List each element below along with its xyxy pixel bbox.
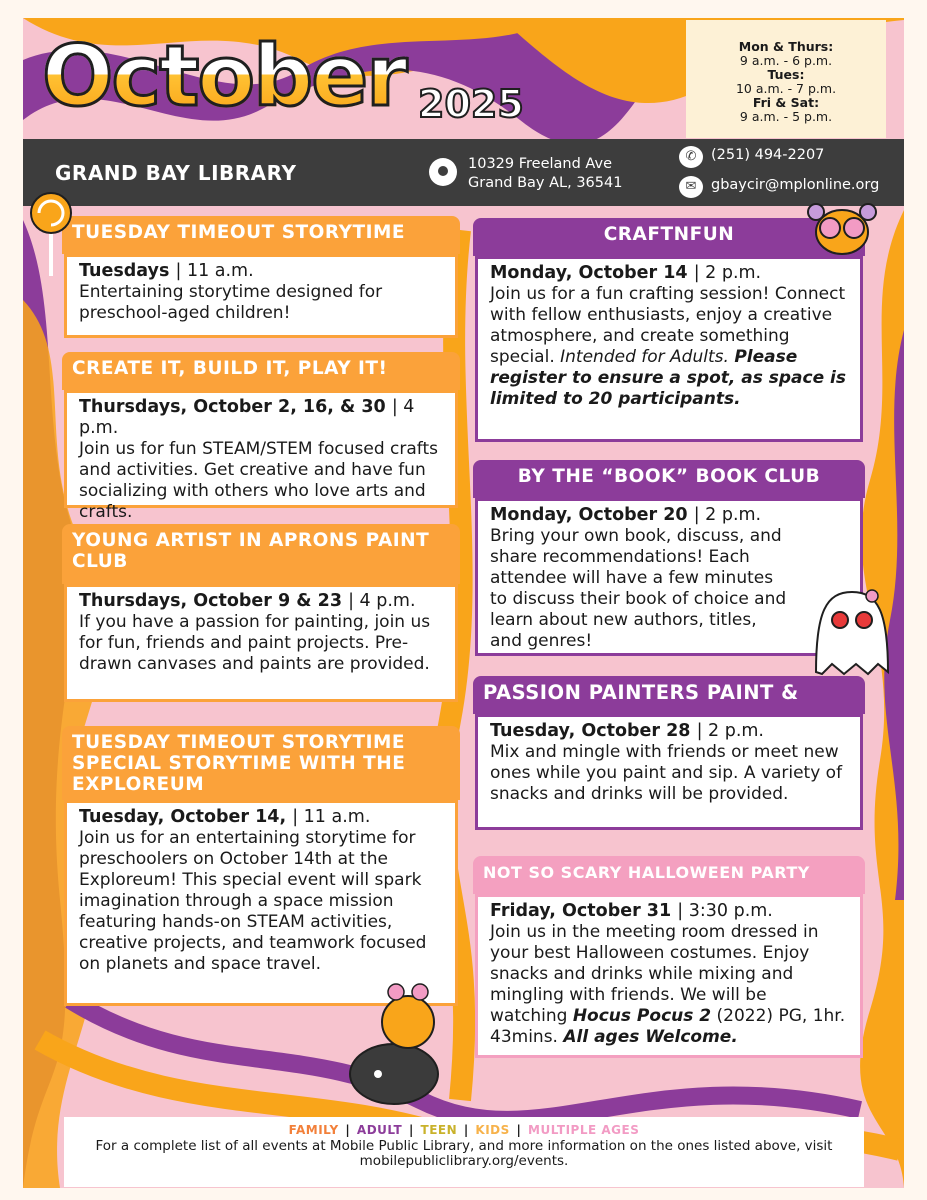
event-description	[490, 922, 848, 1048]
email-icon: ✉	[679, 176, 703, 198]
hours-time: 9 a.m. - 5 p.m.	[739, 109, 833, 124]
page-title-month: October	[42, 27, 406, 125]
event-time: | 3:30 p.m.	[677, 901, 773, 921]
event-date: Tuesday, October 14,	[79, 807, 287, 827]
event-closing-note: All ages Welcome.	[563, 1027, 738, 1047]
event-details	[475, 498, 863, 656]
event-details	[475, 256, 863, 442]
event-details	[475, 894, 863, 1058]
hours-days: Tues:	[767, 67, 805, 82]
category-teen: TEEN	[420, 1123, 458, 1137]
lollipop-icon	[26, 188, 76, 278]
hours-days: Fri & Sat:	[752, 95, 820, 110]
event-title: YOUNG ARTIST IN APRONS PAINT CLUB	[62, 524, 460, 584]
address-line-2: Grand Bay AL, 36541	[468, 175, 623, 191]
pumpkin-sunglasses-icon	[806, 198, 878, 258]
event-date: Friday, October 31	[490, 901, 672, 921]
category-separator: |	[408, 1123, 414, 1137]
event-date: Tuesdays	[79, 261, 170, 281]
category-adult: ADULT	[356, 1123, 403, 1137]
category-multiple-ages: MULTIPLE AGES	[528, 1123, 640, 1137]
event-details	[475, 714, 863, 830]
event-title: TUESDAY TIMEOUT STORYTIME SPECIAL STORYTIME WITH THE EXPLOREUM	[62, 726, 460, 800]
event-time: | 2 p.m.	[693, 505, 762, 525]
category-kids: KIDS	[475, 1123, 510, 1137]
category-family: FAMILY	[288, 1123, 339, 1137]
event-movie-info: (2022) PG, 1hr. 43mins.	[490, 1006, 846, 1047]
event-date: Tuesday, October 28	[490, 721, 691, 741]
event-description: If you have a passion for painting, join us for fun, friends and paint projects. Pre-drawn canvases and paints are provided.	[79, 612, 431, 674]
event-date: Monday, October 14	[490, 263, 688, 283]
event-time: | 4 p.m.	[79, 397, 415, 438]
ghost-icon	[806, 582, 896, 678]
event-title: TUESDAY TIMEOUT STORYTIME	[62, 216, 460, 254]
event-description	[490, 284, 848, 410]
event-description: Mix and mingle with friends or meet new ones while you paint and sip. A variety of snacks and drinks will be provided.	[490, 742, 843, 804]
hours-days: Mon & Thurs:	[738, 39, 834, 54]
event-title: PASSION PAINTERS PAINT &	[473, 676, 865, 714]
event-title: BY THE “BOOK” BOOK CLUB	[473, 460, 865, 498]
category-separator: |	[516, 1123, 522, 1137]
hours-time: 10 a.m. - 7 p.m.	[735, 81, 837, 96]
event-date: Monday, October 20	[490, 505, 688, 525]
event-description-main: Join us in the meeting room dressed in your best Halloween costumes. Enjoy snacks and drinks while mixing and mingling with friends. We will be watching	[490, 922, 819, 1026]
event-time: | 11 a.m.	[175, 261, 254, 281]
hours-time: 9 a.m. - 6 p.m.	[739, 53, 833, 68]
event-title: CREATE IT, BUILD IT, PLAY IT!	[62, 352, 460, 390]
event-description: Bring your own book, discuss, and share recommendations! Each attendee will have a few minutes to discuss their book of choice and learn about new authors, titles, and genres!	[490, 526, 787, 651]
event-time: | 2 p.m.	[696, 721, 764, 741]
phone-icon: ✆	[679, 146, 703, 168]
hours-box	[686, 20, 886, 138]
event-description: Join us for fun STEAM/STEM focused crafts and activities. Get creative and have fun socializing with others who love arts and crafts.	[79, 439, 438, 522]
library-name: GRAND BAY LIBRARY	[55, 161, 297, 185]
event-movie-title: Hocus Pocus 2	[572, 1006, 712, 1026]
address-line-1: 10329 Freeland Ave	[468, 156, 612, 172]
event-details	[64, 254, 458, 338]
event-title: NOT SO SCARY HALLOWEEN PARTY	[473, 856, 865, 894]
event-time: | 4 p.m.	[348, 591, 416, 611]
footer-note: For a complete list of all events at Mobile Public Library, and more information on the ones listed above, visit mobilepubliclibrary.org/events.	[95, 1138, 833, 1169]
event-description-main: Join us for a fun crafting session! Connect with fellow enthusiasts, enjoy a creative atmosphere, and create something special.	[490, 284, 846, 367]
category-separator: |	[463, 1123, 469, 1137]
event-details	[64, 584, 458, 702]
event-registration-note: Please register to ensure a spot, as space is limited to 20 participants.	[490, 347, 846, 409]
footer	[64, 1117, 864, 1187]
event-description: Entertaining storytime designed for preschool-aged children!	[79, 282, 383, 323]
event-date: Thursdays, October 2, 16, & 30	[79, 397, 386, 417]
event-title: CRAFTNFUN	[473, 218, 865, 256]
event-time: | 2 p.m.	[693, 263, 762, 283]
event-details	[64, 390, 458, 522]
cat-pumpkin-icon	[338, 978, 448, 1108]
event-description: Join us for an entertaining storytime for preschoolers on October 14th at the Exploreum! This special event will spark imagination through a space mission featuring hands-on STEAM activities, creative projects, and teamwork focused on planets and space travel.	[79, 828, 427, 974]
library-address	[468, 155, 622, 193]
event-details	[64, 800, 458, 1006]
event-time: | 11 a.m.	[292, 807, 371, 827]
age-category-legend	[64, 1123, 864, 1137]
library-email[interactable]: gbaycir@mplonline.org	[711, 177, 880, 193]
library-info-bar	[23, 139, 904, 206]
library-phone[interactable]: (251) 494-2207	[711, 147, 825, 163]
event-date: Thursdays, October 9 & 23	[79, 591, 342, 611]
page-title-year: 2025	[418, 82, 524, 126]
location-pin-icon	[429, 158, 457, 186]
category-separator: |	[345, 1123, 351, 1137]
event-audience-note: Intended for Adults.	[560, 347, 729, 367]
